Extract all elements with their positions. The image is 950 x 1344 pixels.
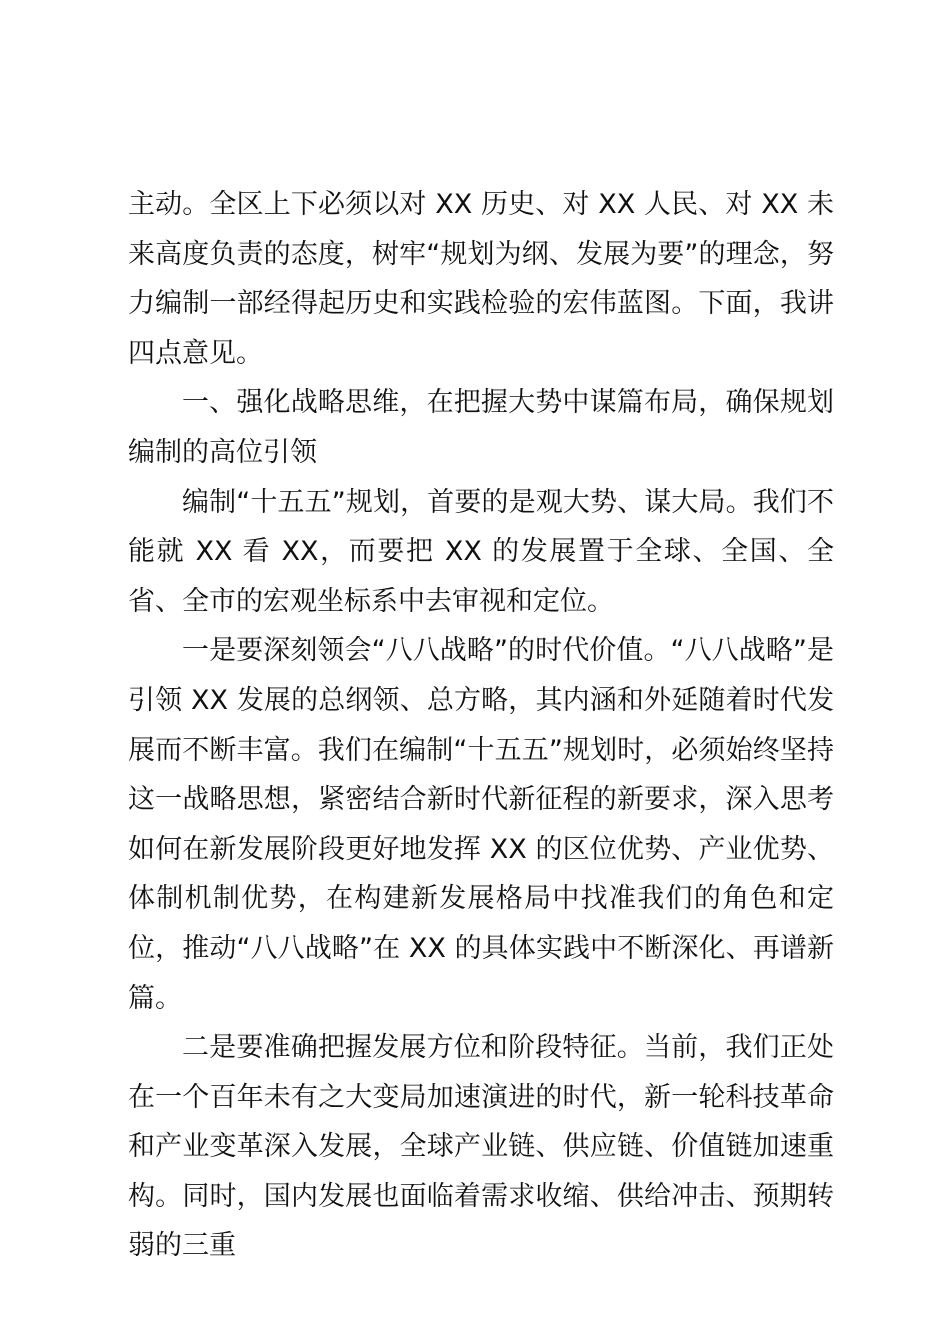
paragraph-point-one: 一是要深刻领会“八八战略”的时代价值。“八八战略”是引领 XX 发展的总纲领、总方略，其内涵和外延随着时代发展而不断丰富。我们在编制“十五五”规划时，必须始终坚持这一战略思想，紧密结合新时代新征程的新要求，深入思考如何在新发展阶段更好地发挥 XX 的区位优势、产业优势、体制机制优势，在构建新发展格局中找准我们的角色和定位，推动“八八战略”在 XX 的具体实践中不断深化、再谱新篇。 <box>128 635 834 1014</box>
document-body <box>128 180 834 1271</box>
paragraph-overview: 编制“十五五”规划，首要的是观大势、谋大局。我们不能就 XX 看 XX，而要把 XX 的发展置于全球、全国、全省、全市的宏观坐标系中去审视和定位。 <box>128 486 834 617</box>
paragraph-continuation: 主动。全区上下必须以对 XX 历史、对 XX 人民、对 XX 未来高度负责的态度，树牢“规划为纲、发展为要”的理念，努力编制一部经得起历史和实践检验的宏伟蓝图。下面，我讲四点意见。 <box>128 189 834 369</box>
section-heading: 一、强化战略思维，在把握大势中谋篇布局，确保规划编制的高位引领 <box>128 387 834 468</box>
paragraph-point-two: 二是要准确把握发展方位和阶段特征。当前，我们正处在一个百年未有之大变局加速演进的时代，新一轮科技革命和产业变革深入发展，全球产业链、供应链、价值链加速重构。同时，国内发展也面临着需求收缩、供给冲击、预期转弱的三重 <box>128 1032 834 1262</box>
